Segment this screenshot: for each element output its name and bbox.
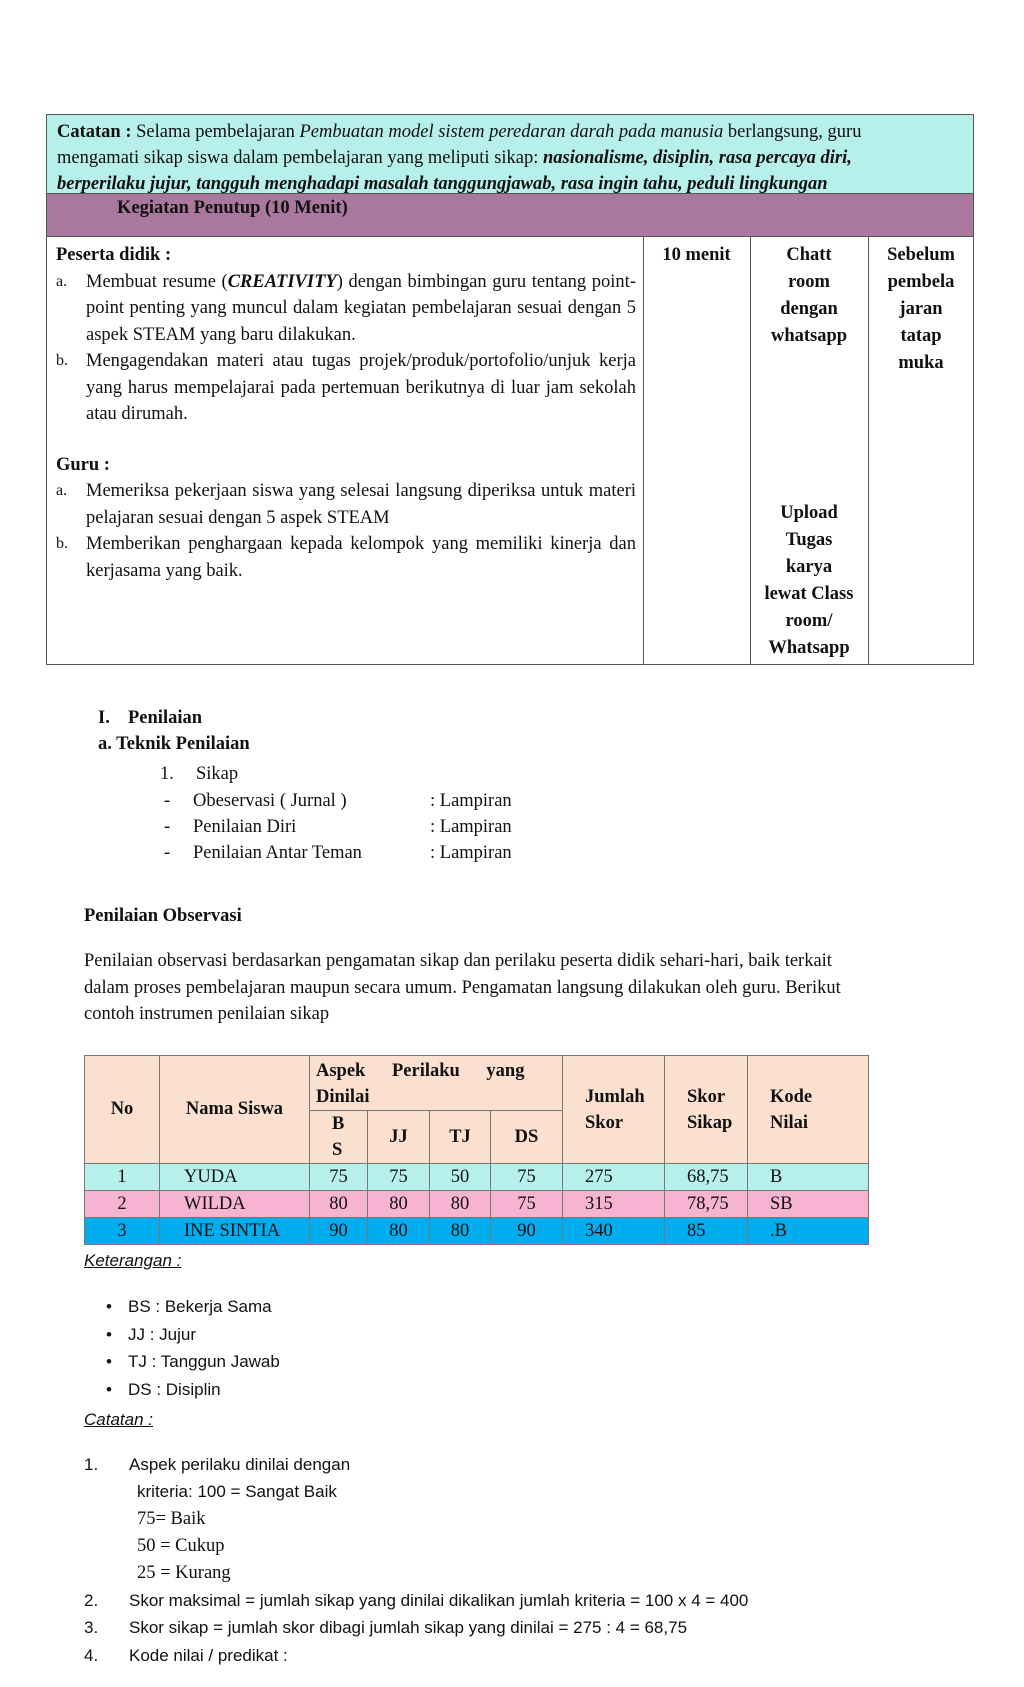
activity-column (56, 242, 636, 584)
item-marker: a. (56, 482, 68, 499)
dash: - (164, 843, 171, 863)
cell-nama: INE SINTIA (160, 1218, 310, 1245)
catatan-number: 1. (84, 1455, 99, 1474)
media-upload (750, 500, 868, 662)
aspek-text: Aspek Perilaku yang (316, 1061, 525, 1081)
teknik-item-value: : Lampiran (430, 843, 512, 863)
col-divider (643, 237, 644, 665)
media-line: whatsapp (770, 326, 848, 346)
cell-jj: 75 (368, 1164, 430, 1191)
header-bs (310, 1111, 368, 1164)
guru-item-b (56, 531, 636, 584)
paragraph-line: dalam proses pembelajaran maupun secara umum. Pengamatan langsung dilakukan oleh guru. Berikut (84, 977, 841, 998)
media-line: room (788, 272, 830, 292)
keterangan-heading: Keterangan : (84, 1251, 182, 1270)
cell-bs: 80 (310, 1191, 368, 1218)
criteria-list (137, 1506, 231, 1587)
header-aspek-line2: Dinilai (316, 1087, 370, 1107)
cell-jumlah: 340 (563, 1218, 665, 1245)
paragraph-line: contoh instrumen penilaian sikap (84, 1004, 330, 1024)
criteria-line: 50 = Cukup (137, 1536, 225, 1556)
table-row (85, 1164, 869, 1191)
dash: - (164, 791, 171, 811)
sikap-label: Sikap (196, 764, 239, 784)
catatan-number: 4. (84, 1646, 99, 1665)
cell-nama: YUDA (160, 1164, 310, 1191)
kegiatan-table (46, 114, 976, 665)
guru-heading: Guru : (56, 454, 110, 475)
cell-no: 2 (85, 1191, 160, 1218)
header-line: Sikap (687, 1113, 733, 1133)
schedule-line: muka (898, 353, 944, 373)
catatan-line2-text: mengamati sikap siswa dalam pembelajaran yang meliputi sikap: (57, 148, 539, 168)
header-ds: DS (491, 1111, 563, 1164)
catatan-label: Catatan : (57, 122, 132, 142)
header-aspek-line1 (316, 1058, 526, 1084)
peserta-didik-heading: Peserta didik : (56, 245, 172, 265)
section-title: Penilaian (128, 708, 203, 728)
cell-bs: 75 (310, 1164, 368, 1191)
teknik-item-label: Penilaian Antar Teman (193, 843, 362, 863)
catatan-topic: Pembuatan model sistem peredaran darah pada manusia (299, 122, 724, 142)
teknik-item-value: : Lampiran (430, 817, 512, 837)
header-line: Jumlah (585, 1087, 645, 1107)
cell-tj: 80 (430, 1191, 491, 1218)
catatan-item-4: Kode nilai / predikat : (129, 1646, 288, 1665)
catatan-attitudes: nasionalisme, disiplin, rasa percaya diri, (543, 148, 852, 168)
catatan-band (46, 114, 974, 194)
header-line: S (332, 1140, 343, 1160)
table-row (85, 1191, 869, 1218)
cell-skor: 68,75 (665, 1164, 748, 1191)
teknik-item-label: Penilaian Diri (193, 817, 297, 837)
peserta-item-a (56, 269, 636, 349)
dash: - (164, 817, 171, 837)
header-line: B (332, 1114, 345, 1134)
cell-tj: 80 (430, 1218, 491, 1245)
header-jumlah-skor (563, 1056, 665, 1164)
media-line: Chatt (786, 245, 832, 265)
list-item: • BS : Bekerja Sama (128, 1293, 280, 1321)
header-kode-nilai (748, 1056, 869, 1164)
guru-item-a (56, 478, 636, 531)
cell-bs: 90 (310, 1218, 368, 1245)
media-line: lewat Class (764, 584, 854, 604)
section-roman: I. (98, 708, 110, 728)
header-skor-sikap (665, 1056, 748, 1164)
cell-jj: 80 (368, 1218, 430, 1245)
score-table (84, 1055, 869, 1245)
observasi-heading: Penilaian Observasi (84, 906, 242, 926)
item-text-end: ) dengan bimbingan guru tentang point-point penting yang muncul dalam kegiatan pembelajaran sesuai dengan 5 aspek STEAM yang baru dilakukan. (86, 271, 636, 345)
media-line: Upload (780, 503, 838, 523)
header-aspek (310, 1056, 563, 1111)
item-marker: b. (56, 352, 68, 369)
catatan-item-2: Skor maksimal = jumlah sikap yang dinilai dikalikan jumlah kriteria = 100 x 4 = 400 (129, 1591, 749, 1610)
catatan-line-2 (57, 145, 963, 171)
cell-ds: 75 (491, 1191, 563, 1218)
media-chat (750, 242, 868, 350)
observasi-paragraph (84, 948, 841, 1028)
header-jj: JJ (368, 1111, 430, 1164)
cell-jj: 80 (368, 1191, 430, 1218)
list-item: • TJ : Tanggun Jawab (128, 1348, 280, 1376)
header-no: No (85, 1056, 160, 1164)
keterangan-list (128, 1293, 280, 1403)
peserta-item-b (56, 348, 636, 428)
header-tj: TJ (430, 1111, 491, 1164)
sikap-number: 1. (160, 764, 174, 784)
cell-ds: 90 (491, 1218, 563, 1245)
criteria-line: 75= Baik (137, 1509, 206, 1529)
header-line: Skor (687, 1087, 726, 1107)
cell-ds: 75 (491, 1164, 563, 1191)
cell-nama: WILDA (160, 1191, 310, 1218)
catatan-item-3: Skor sikap = jumlah skor dibagi jumlah sikap yang dinilai = 275 : 4 = 68,75 (129, 1618, 688, 1637)
criteria-line: 25 = Kurang (137, 1563, 231, 1583)
schedule-line: tatap (900, 326, 942, 346)
schedule-line: Sebelum (887, 245, 955, 265)
catatan-item-1-sub: kriteria: 100 = Sangat Baik (137, 1482, 337, 1501)
cell-kode: SB (748, 1191, 869, 1218)
teknik-item-label: Obeservasi ( Jurnal ) (193, 791, 347, 811)
cell-kode: .B (748, 1218, 869, 1245)
item-text: Memberikan penghargaan kepada kelompok yang memiliki kinerja dan kerjasama yang baik. (86, 534, 636, 581)
cell-jumlah: 315 (563, 1191, 665, 1218)
media-line: Whatsapp (768, 638, 850, 658)
catatan-text: Selama pembelajaran (136, 122, 295, 142)
header-line: Kode (770, 1087, 813, 1107)
schedule-line: pembela (887, 272, 955, 292)
kegiatan-penutup-title: Kegiatan Penutup (10 Menit) (46, 194, 974, 237)
cell-skor: 85 (665, 1218, 748, 1245)
item-text: Membuat resume ( (86, 271, 228, 292)
teknik-penilaian-heading: a. Teknik Penilaian (98, 734, 250, 754)
media-line: karya (785, 557, 833, 577)
cell-kode: B (748, 1164, 869, 1191)
catatan-item-1: Aspek perilaku dinilai dengan (129, 1455, 351, 1474)
catatan-text-end: berlangsung, guru (727, 122, 862, 142)
item-text: Mengagendakan materi atau tugas projek/produk/portofolio/unjuk kerja yang harus mempelajarai pada pertemuan berikutnya di luar jam sekolah atau dirumah. (86, 351, 636, 424)
catatan-heading: Catatan : (84, 1410, 153, 1429)
media-line: Tugas (785, 530, 833, 550)
media-line: room/ (785, 611, 833, 631)
time-cell: 10 menit (662, 245, 731, 265)
schedule-cell (868, 242, 974, 377)
item-marker: a. (56, 272, 68, 290)
list-item: • DS : Disiplin (128, 1376, 280, 1404)
cell-no: 3 (85, 1218, 160, 1245)
catatan-number: 3. (84, 1618, 99, 1637)
schedule-line: jaran (899, 299, 943, 319)
item-text: Memeriksa pekerjaan siswa yang selesai langsung diperiksa untuk materi pelajaran sesuai dengan 5 aspek STEAM (86, 481, 636, 528)
header-line: Nilai (770, 1113, 809, 1133)
list-item: • JJ : Jujur (128, 1321, 280, 1349)
teknik-item-value: : Lampiran (430, 791, 512, 811)
catatan-line-1 (57, 119, 963, 145)
header-line: Skor (585, 1113, 624, 1133)
cell-jumlah: 275 (563, 1164, 665, 1191)
paragraph-line: Penilaian observasi berdasarkan pengamatan sikap dan perilaku peserta didik sehari-hari, baik terkait (84, 951, 832, 971)
table-row (85, 1218, 869, 1245)
creativity-emphasis: CREATIVITY (227, 271, 337, 292)
media-line: dengan (780, 299, 838, 319)
header-nama-siswa: Nama Siswa (160, 1056, 310, 1164)
cell-no: 1 (85, 1164, 160, 1191)
catatan-attitudes-2: berperilaku jujur, tangguh menghadapi masalah tanggungjawab, rasa ingin tahu, peduli lingkungan (57, 174, 828, 194)
item-marker: b. (56, 535, 68, 552)
catatan-number: 2. (84, 1591, 99, 1610)
cell-skor: 78,75 (665, 1191, 748, 1218)
cell-tj: 50 (430, 1164, 491, 1191)
